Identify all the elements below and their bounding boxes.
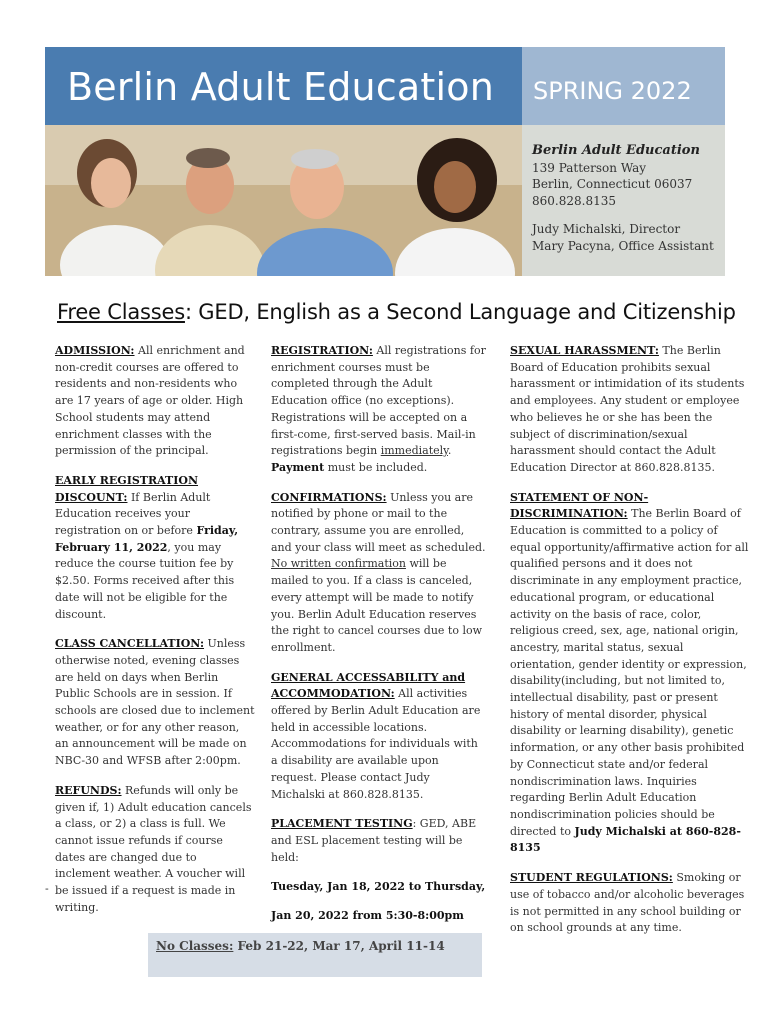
contact-address-line1: 139 Patterson Way [532,160,647,175]
contact-director: Judy Michalski, Director [532,222,681,236]
title-band [45,47,522,125]
non-discrimination-section [510,490,750,857]
class-cancellation-text: Unless otherwise noted, evening classes are held on days when Berlin Public Schools are in session. If schools are closed due to inclement weather, or for any other reason, an announcement will be made on NBC-30 and WFSB after 2:00pm. [55,637,255,768]
class-cancellation-section [55,636,255,770]
registration-text: All registrations for enrichment courses must be completed through the Adult Education office (no exceptions). Registrations will be accepted on a first-come, first-served basis. Mail-in registrations begin [271,344,486,458]
placement-testing-dates-1: Tuesday, Jan 18, 2022 to Thursday, [271,880,486,894]
non-discrimination-text: The Berlin Board of Education is committed to a policy of equal opportunity/affirmative action for all qualified persons and it does not discriminate in any employment practice, educational program, or educational activity on the basis of race, color, religious creed, sex, age, national origin, ancestry, marital status, sexual orientation, gender identity or expression, disability(including, but not limited to, intellectual disability, past or present history of mental disorder, physical disability or learning disability), genetic information, or any other basis prohibited by Connecticut state and/or federal nondiscrimination laws. Inquiries regarding Berlin Adult Education nondiscrimination policies should be directed to [510,507,749,838]
confirmations-heading: CONFIRMATIONS: [271,490,387,504]
registration-immediately: immediately [380,444,448,458]
early-registration-heading: EARLY REGISTRATION DISCOUNT: [55,473,199,504]
sexual-harassment-text: The Berlin Board of Education prohibits sexual harassment or intimidation of its students and employees. Any student or employee who believes he or she has been the subject of discrimination/sexual harassment should contact the Adult Education Director at 860.828.8135. [510,344,745,474]
confirmations-text: Unless you are notified by phone or mail to the contrary, assume you are enrolled, and your class will meet as scheduled. [271,490,486,554]
early-registration-date: Friday, February 11, 2022 [55,524,239,554]
placement-testing-heading: PLACEMENT TESTING [271,817,413,831]
student-regulations-section [510,870,750,937]
student-regulations-text: Smoking or use of tobacco and/or alcoholic beverages is not permitted in any school building or on school grounds at any time. [510,871,745,935]
no-classes-label: No Classes: [156,939,234,953]
contact-assistant: Mary Pacyna, Office Assistant [532,238,714,253]
accessibility-section [271,670,486,804]
placement-testing-section [271,816,486,866]
confirmations-section [271,490,486,657]
admission-heading: ADMISSION: [55,344,135,357]
placement-testing-dates-2: Jan 20, 2022 from 5:30-8:00pm [271,909,464,923]
sexual-harassment-section [510,343,750,477]
admission-section [55,343,255,460]
registration-payment: Payment [271,460,325,474]
contact-block [532,143,714,254]
admission-text: All enrichment and non-credit courses are offered to residents and non-residents who are 17 years of age or older. High School students may attend enrichment classes with the permission of the principal. [55,344,245,458]
column-left [55,343,255,930]
no-classes-box [148,933,482,977]
no-classes-dates: Feb 21-22, Mar 17, April 11-14 [233,939,445,953]
non-discrimination-heading: STATEMENT OF NON-DISCRIMINATION: [510,490,649,521]
accessibility-heading: GENERAL ACCESSABILITY and ACCOMMODATION: [271,670,466,701]
contact-org: Berlin Adult Education [532,143,700,158]
student-regulations-heading: STUDENT REGULATIONS: [510,871,673,885]
column-right [510,343,750,950]
no-classes-notice [156,939,445,953]
early-registration-text-2: , you may reduce the course tuition fee by $2.50. Forms received after this date will not be eligible for the discount. [55,540,235,621]
confirmations-text-2: will be mailed to you. If a class is canceled, every attempt will be made to notify you. Berlin Adult Education reserves the right to cancel courses due to low enrollment. [271,557,483,654]
stray-dash: - [45,882,49,895]
refunds-text: Refunds will only be given if, 1) Adult education cancels a class, or 2) a class is full. We cannot issue refunds if course dates are changed due to inclement weather. A voucher will be issued if a request is made in writing. [55,783,252,914]
contact-address-line2: Berlin, Connecticut 06037 [532,177,693,191]
season-label: SPRING 2022 [533,77,692,105]
free-classes-banner [57,300,736,324]
page-title: Berlin Adult Education [67,65,495,109]
placement-testing-text: : GED, ABE and ESL placement testing will be held: [271,817,477,864]
registration-section [271,343,486,477]
registration-heading: REGISTRATION: [271,344,373,357]
registration-text-2: . [447,444,452,458]
early-registration-text: If Berlin Adult Education receives your registration on or before [55,490,211,538]
confirmations-no-written: No written confirmation [271,557,406,571]
group-photo-illustration [45,125,522,276]
registration-text-3: must be included. [324,460,428,474]
contact-phone: 860.828.8135 [532,193,616,208]
non-discrimination-contact: Judy Michalski at 860-828-8135 [510,824,741,855]
season-band [522,47,725,125]
contact-panel [522,125,725,276]
early-registration-section [55,473,255,623]
class-cancellation-heading: CLASS CANCELLATION: [55,637,205,651]
accessibility-text: All activities offered by Berlin Adult Education are held in accessible locations. Accommodations for individuals with a disability are available upon request. Please contact Judy Michalski at 860.828.8135. [271,687,481,801]
header-photo-adults [45,125,522,276]
sexual-harassment-heading: SEXUAL HARASSMENT: [510,344,659,357]
refunds-section [55,783,255,917]
free-classes-label: Free Classes [57,300,185,324]
refunds-heading: REFUNDS: [55,783,122,797]
column-middle [271,343,486,938]
free-classes-list: : GED, English as a Second Language and Citizenship [184,300,736,324]
